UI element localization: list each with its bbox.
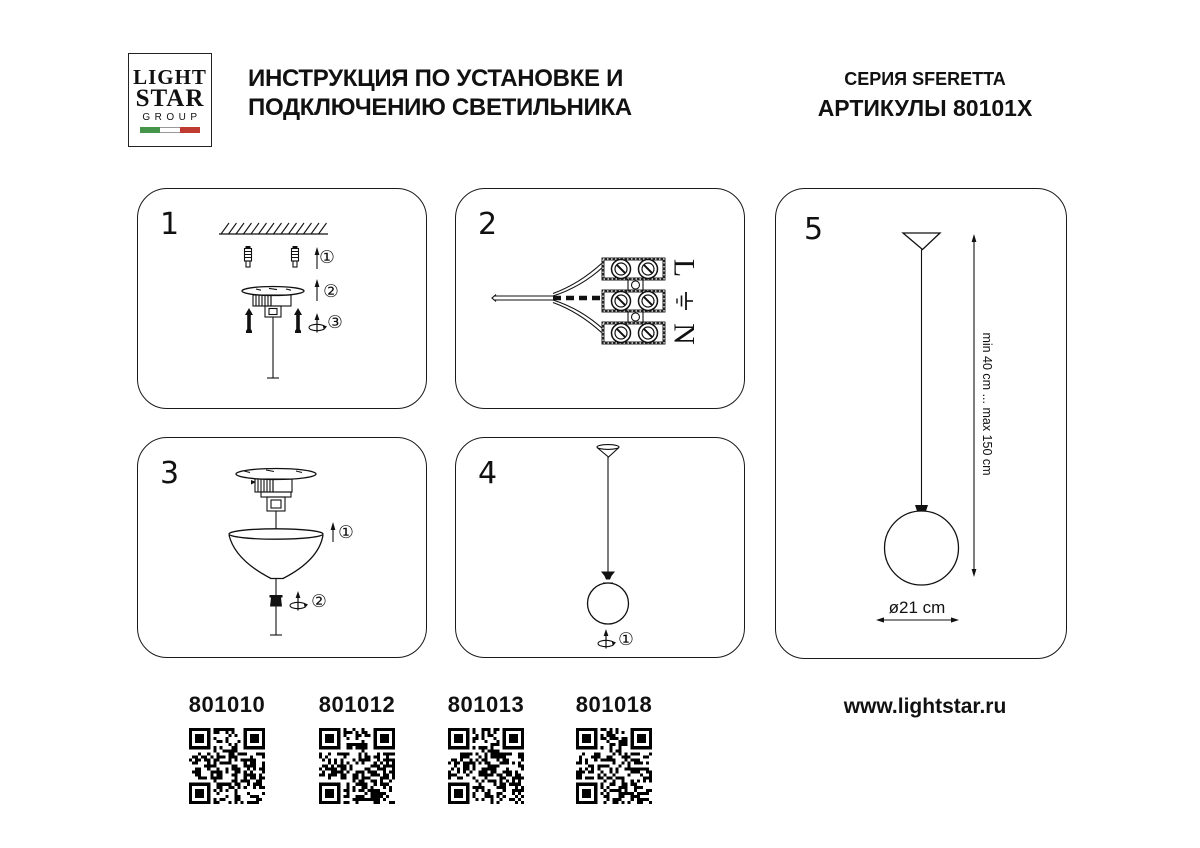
- series-block: [795, 69, 1055, 121]
- callout-1: ①: [319, 248, 335, 268]
- step-number: 2: [478, 207, 498, 242]
- step-number: 4: [478, 456, 498, 491]
- height-range-label: min 40 cm ... max 150 cm: [980, 332, 994, 476]
- article-code: 801018: [575, 692, 653, 717]
- earth-symbol: [677, 292, 693, 310]
- step-1-diagram: [138, 189, 426, 408]
- step-number: 5: [804, 212, 824, 247]
- callout-1: ①: [338, 523, 354, 543]
- logo-line1: LIGHT: [133, 65, 207, 89]
- articles-label: АРТИКУЛЫ 80101X: [817, 95, 1033, 121]
- italian-flag-bar: [140, 127, 200, 133]
- article-code: 801013: [447, 692, 525, 717]
- step-panel-1: [137, 188, 427, 409]
- step-4-diagram: [456, 438, 744, 657]
- socket-icon: [601, 572, 615, 580]
- lightstar-logo: [128, 53, 212, 147]
- step-panel-4: [455, 437, 745, 658]
- series-name: СЕРИЯ SFERETTA: [844, 69, 1006, 89]
- qr-code: [576, 728, 652, 804]
- article-item: [282, 692, 432, 809]
- step-5-diagram: [776, 189, 1066, 658]
- article-item: [539, 692, 689, 809]
- step-panel-2: [455, 188, 745, 409]
- socket-icon: [915, 505, 928, 511]
- screw-icon: [245, 308, 253, 333]
- terminal-block-icon: [603, 259, 664, 343]
- step-2-diagram: [456, 189, 744, 408]
- mounting-bracket-icon: [253, 295, 291, 317]
- article-code: 801012: [318, 692, 396, 717]
- qr-code: [319, 728, 395, 804]
- page-title: [248, 64, 632, 122]
- article-code: 801010: [188, 692, 266, 717]
- qr-code: [189, 728, 265, 804]
- step-number: 1: [160, 207, 180, 242]
- logo-line2: STAR: [135, 85, 205, 112]
- live-label: L: [667, 258, 701, 278]
- title-line2: ПОДКЛЮЧЕНИЮ СВЕТИЛЬНИКА: [248, 94, 632, 121]
- callout-2: ②: [311, 592, 327, 612]
- rotate-arrow-icon: [309, 313, 327, 333]
- wall-anchor-icon: [292, 246, 299, 267]
- diameter-label: ø21 cm: [888, 598, 946, 617]
- cord-grip-icon: [270, 595, 283, 607]
- logo-line3: GROUP: [142, 112, 202, 123]
- rotate-arrow-icon: [290, 591, 308, 611]
- wall-anchor-icon: [245, 246, 252, 267]
- step-3-diagram: [138, 438, 426, 657]
- step-panel-3: [137, 437, 427, 658]
- callout-3: ③: [327, 313, 343, 333]
- article-item: [152, 692, 302, 809]
- rotate-arrow-icon: [598, 629, 616, 649]
- neutral-label: N: [667, 323, 701, 345]
- mounting-bracket-icon: [251, 479, 292, 511]
- title-line1: ИНСТРУКЦИЯ ПО УСТАНОВКЕ И: [248, 65, 624, 92]
- website-url: www.lightstar.ru: [843, 695, 1007, 718]
- step-number: 3: [160, 456, 180, 491]
- step-panel-5: [775, 188, 1067, 659]
- qr-code: [448, 728, 524, 804]
- callout-2: ②: [323, 282, 339, 302]
- screw-icon: [294, 308, 302, 333]
- callout-1: ①: [618, 630, 634, 650]
